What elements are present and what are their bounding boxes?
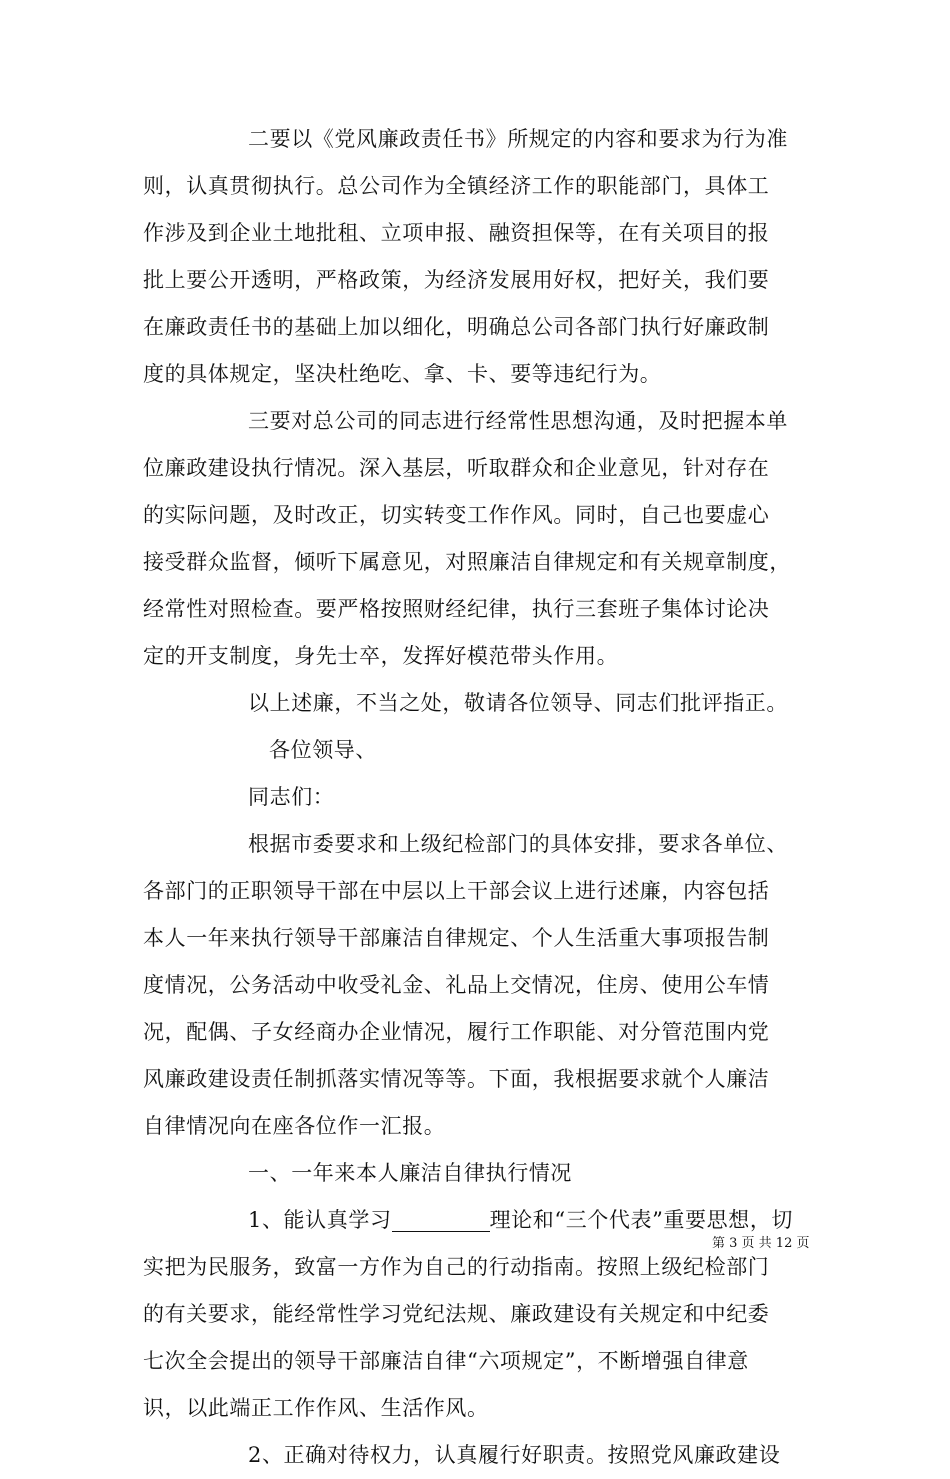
paragraph-4-line-7: 自律情况向在座各位作一汇报。 — [143, 1114, 446, 1138]
paragraph-4-line-2: 各部门的正职领导干部在中层以上干部会议上进行述廉，内容包括 — [143, 879, 770, 903]
paragraph-3-line-6: 定的开支制度，身先士卒，发挥好模范带头作用。 — [143, 644, 619, 668]
section-heading: 一、一年来本人廉洁自律执行情况 — [248, 1161, 572, 1185]
paragraph-2-line-6: 度的具体规定，坚决杜绝吃、拿、卡、要等违纪行为。 — [143, 362, 662, 386]
item-1-line-2: 实把为民服务，致富一方作为自己的行动指南。按照上级纪检部门 — [143, 1255, 770, 1279]
paragraph-2-line-2: 则，认真贯彻执行。总公司作为全镇经济工作的职能部门，具体工 — [143, 174, 770, 198]
paragraph-2-line-1: 二要以《党风廉政责任书》所规定的内容和要求为行为准 — [248, 127, 788, 151]
paragraph-2-line-4: 批上要公开透明，严格政策，为经济发展用好权，把好关，我们要 — [143, 268, 770, 292]
paragraph-4-line-5: 况，配偶、子女经商办企业情况，履行工作职能、对分管范围内党 — [143, 1020, 770, 1044]
item-1-line-3: 的有关要求，能经常性学习党纪法规、廉政建设有关规定和中纪委 — [143, 1302, 770, 1326]
paragraph-3-line-4: 接受群众监督，倾听下属意见，对照廉洁自律规定和有关规章制度， — [143, 550, 791, 574]
document-body — [143, 116, 815, 1479]
paragraph-4-line-4: 度情况，公务活动中收受礼金、礼品上交情况，住房、使用公车情 — [143, 973, 770, 997]
item-1-suffix: 理论和“三个代表”重要思想，切 — [489, 1208, 794, 1232]
paragraph-2-line-3: 作涉及到企业土地批租、立项申报、融资担保等，在有关项目的报 — [143, 221, 770, 245]
paragraph-3-line-5: 经常性对照检查。要严格按照财经纪律，执行三套班子集体讨论决 — [143, 597, 770, 621]
paragraph-4-line-3: 本人一年来执行领导干部廉洁自律规定、个人生活重大事项报告制 — [143, 926, 770, 950]
item-1-line-4: 七次全会提出的领导干部廉洁自律“六项规定”，不断增强自律意 — [143, 1349, 749, 1373]
paragraph-3-line-2: 位廉政建设执行情况。深入基层，听取群众和企业意见，针对存在 — [143, 456, 770, 480]
fill-in-blank — [392, 1229, 490, 1232]
paragraph-4-line-6: 风廉政建设责任制抓落实情况等等。下面，我根据要求就个人廉洁 — [143, 1067, 770, 1091]
paragraph-2-line-5: 在廉政责任书的基础上加以细化，明确总公司各部门执行好廉政制 — [143, 315, 770, 339]
item-1-line-5: 识，以此端正工作作风、生活作风。 — [143, 1396, 489, 1420]
paragraph-3-line-3: 的实际问题，及时改正，切实转变工作作风。同时，自己也要虚心 — [143, 503, 770, 527]
closing-line: 以上述廉，不当之处，敬请各位领导、同志们批评指正。 — [248, 691, 788, 715]
item-2-line-1: 2、正确对待权力，认真履行好职责。按照党风廉政建设 — [248, 1443, 781, 1467]
paragraph-3-line-1: 三要对总公司的同志进行经常性思想沟通，及时把握本单 — [248, 409, 788, 433]
greeting-comrades: 同志们： — [248, 785, 335, 809]
item-1-prefix: 1、能认真学习 — [248, 1208, 392, 1232]
greeting-leaders: 各位领导、 — [269, 738, 377, 762]
page-number-footer: 第 3 页 共 12 页 — [712, 1236, 810, 1251]
paragraph-4-line-1: 根据市委要求和上级纪检部门的具体安排，要求各单位、 — [248, 832, 788, 856]
